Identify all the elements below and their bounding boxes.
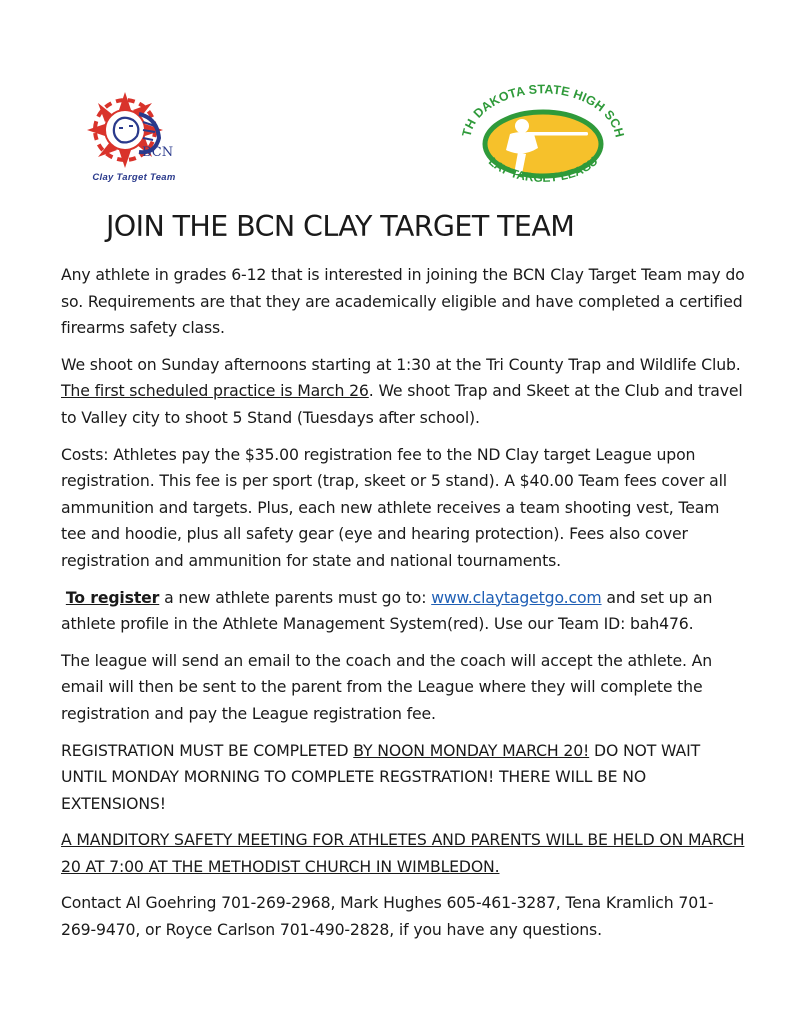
schedule-text-2: . We shoot Trap and Skeet at the Club and travel to Valley city to shoot 5 Stand (Tuesdays after school). [61,381,743,427]
first-practice-date: The first scheduled practice is March 26 [61,381,369,401]
safety-meeting-notice: A MANDITORY SAFETY MEETING FOR ATHLETES AND PARENTS WILL BE HELD ON MARCH 20 AT 7:00 AT THE METHODIST CHURCH IN WIMBLEDON. [61,830,745,876]
nd-clay-target-league-logo [452,82,634,192]
deadline-date: BY NOON MONDAY MARCH 20! [353,740,590,760]
bcn-logo-caption: Clay Target Team [92,172,176,183]
page-title: JOIN THE BCN CLAY TARGET TEAM [106,210,575,243]
league-arc-top-text: TH DAKOTA STATE HIGH SCH [459,82,627,139]
register-text-1: a new athlete parents must go to: [159,587,432,607]
register-text-2: and set up an athlete profile in the Athlete Management System(red). Use our Team ID: bah476. [61,587,713,634]
schedule-text-1: We shoot on Sunday afternoons starting at 1:30 at the Tri County Trap and Wildlife Club. [61,354,741,374]
schedule-paragraph [61,352,747,432]
deadline-text-2: DO NOT WAIT UNTIL MONDAY MORNING TO COMPLETE REGSTRATION! THERE WILL BE NO EXTENSIONS! [61,740,701,813]
contacts-paragraph: Contact Al Goehring 701-269-2968, Mark Hughes 605-461-3287, Tena Kramlich 701-269-9470, or Royce Carlson 701-490-2828, if you have any questions. [61,893,714,940]
costs-paragraph: Costs: Athletes pay the $35.00 registration fee to the ND Clay target League upon registration. This fee is per sport (trap, skeet or 5 stand). A $40.00 Team fees cover all ammunition and targets. Plus, each new athlete receives a team shooting vest, Team tee and hoodie, plus all safety gear (eye and hearing protection). Fees also cover registration and ammunition for state and national tournaments. [61,444,728,570]
to-register-label: To register [65,587,160,607]
league-arc-bottom-text: LAY TARGET LEAGU [485,154,601,185]
deadline-text-1: REGISTRATION MUST BE COMPLETED [61,740,354,760]
league-email-paragraph: The league will send an email to the coach and the coach will accept the athlete. An email will then be sent to the parent from the League where they will complete the registration and pay the League registration fee. [61,650,713,723]
deadline-paragraph [61,738,747,818]
eligibility-paragraph: Any athlete in grades 6-12 that is interested in joining the BCN Clay Target Team may do so. Requirements are that they are academically eligible and have completed a certified firearms safety class. [61,265,745,338]
register-paragraph [61,585,747,638]
registration-website-link[interactable]: www.claytagetgo.com [431,587,602,607]
bcn-logo-graphic [78,88,190,172]
league-logo-graphic [452,82,634,192]
bcn-monogram: BCN [142,145,174,160]
flyer-body [61,262,747,954]
